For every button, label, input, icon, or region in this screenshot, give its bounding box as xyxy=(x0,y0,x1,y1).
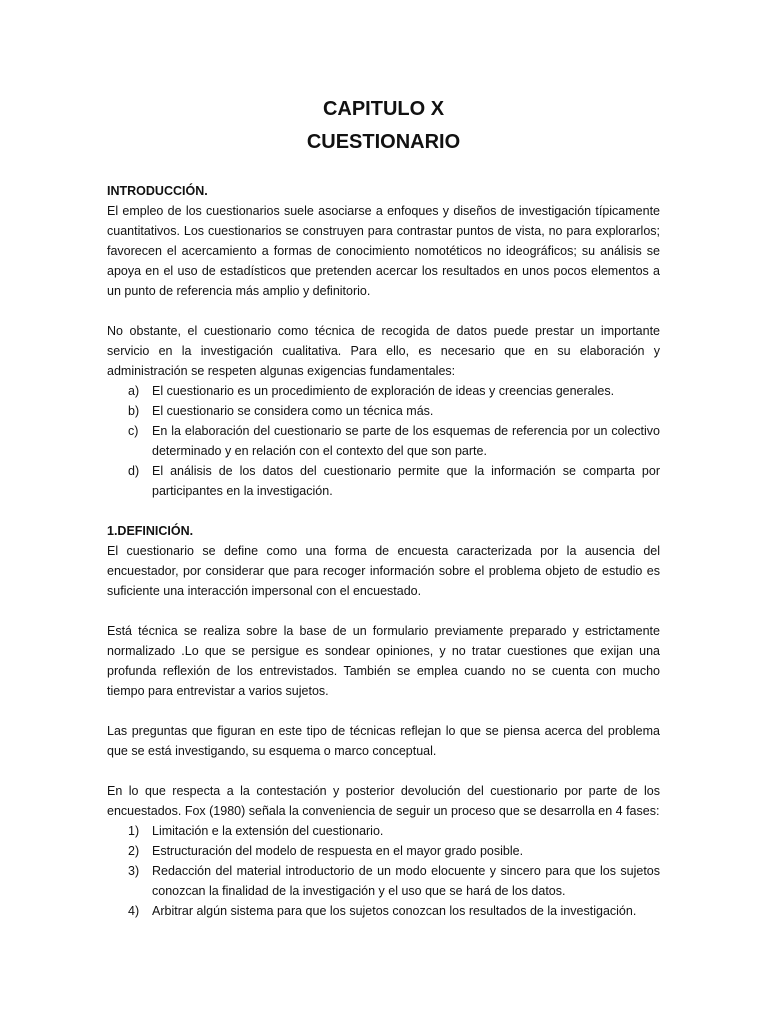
list-item xyxy=(107,401,660,421)
list-marker: b) xyxy=(128,404,140,418)
chapter-subtitle: CUESTIONARIO xyxy=(306,131,461,153)
definition-paragraph-3: Las preguntas que figuran en este tipo de técnicas reflejan lo que se piensa acerca del problema que se está investigando, su esquema o marco conceptual. xyxy=(107,724,660,758)
list-item-text: En la elaboración del cuestionario se parte de los esquemas de referencia por un colectivo determinado y en relación con el contexto del que son parte. xyxy=(152,424,660,458)
list-item-text: Limitación e la extensión del cuestionario. xyxy=(152,824,384,838)
list-item xyxy=(107,421,660,461)
list-item-text: Redacción del material introductorio de un modo elocuente y sincero para que los sujetos conozcan la finalidad de la investigación y el uso que se hará de los datos. xyxy=(152,864,660,898)
list-item xyxy=(107,381,660,401)
list-item xyxy=(107,861,660,901)
list-item-text: Arbitrar algún sistema para que los sujetos conozcan los resultados de la investigación. xyxy=(152,904,637,918)
phases-list xyxy=(107,821,660,921)
list-item-text: El cuestionario se considera como un técnica más. xyxy=(152,404,434,418)
list-item xyxy=(107,901,660,921)
list-item-text: Estructuración del modelo de respuesta en el mayor grado posible. xyxy=(152,844,524,858)
list-marker: 2) xyxy=(128,844,140,858)
chapter-title: CAPITULO X xyxy=(322,98,445,120)
list-item-text: El análisis de los datos del cuestionario permite que la información se comparta por participantes en la investigación. xyxy=(152,464,660,498)
definition-paragraph-4: En lo que respecta a la contestación y posterior devolución del cuestionario por parte de los encuestados. Fox (1980) señala la conveniencia de seguir un proceso que se desarrolla en 4 fases: xyxy=(107,784,660,818)
definition-paragraph-1: El cuestionario se define como una forma de encuesta caracterizada por la ausencia del encuestador, por considerar que para recoger información sobre el problema objeto de estudio es suficiente una interacción impersonal con el encuestado. xyxy=(107,544,660,598)
list-marker: c) xyxy=(128,424,139,438)
list-item xyxy=(107,461,660,501)
list-marker: 3) xyxy=(128,864,140,878)
intro-requirements-list xyxy=(107,381,660,501)
intro-paragraph-1: El empleo de los cuestionarios suele asociarse a enfoques y diseños de investigación típicamente cuantitativos. Los cuestionarios se construyen para contrastar puntos de vista, no para explorarlos; favorecen el acercamiento a formas de conocimiento nomotéticos no ideográficos; su análisis se apoya en el uso de estadísticos que pretenden acercar los resultados en unos pocos elementos a un punto de referencia más amplio y definitorio. xyxy=(107,204,660,298)
definition-heading: 1.DEFINICIÓN. xyxy=(107,524,194,538)
definition-paragraph-2: Está técnica se realiza sobre la base de un formulario previamente preparado y estrictamente normalizado .Lo que se persigue es sondear opiniones, y no tratar cuestiones que exijan una profunda reflexión de los entrevistados. También se emplea cuando no se cuenta con mucho tiempo para entrevistar a varios sujetos. xyxy=(107,624,660,698)
title-block xyxy=(107,93,660,159)
list-marker: d) xyxy=(128,464,140,478)
intro-heading: INTRODUCCIÓN. xyxy=(107,184,208,198)
intro-paragraph-2: No obstante, el cuestionario como técnica de recogida de datos puede prestar un importante servicio en la investigación cualitativa. Para ello, es necesario que en su elaboración y administración se respeten algunas exigencias fundamentales: xyxy=(107,324,660,378)
list-marker: a) xyxy=(128,384,140,398)
list-marker: 1) xyxy=(128,824,140,838)
list-item xyxy=(107,841,660,861)
list-item xyxy=(107,821,660,841)
list-marker: 4) xyxy=(128,904,140,918)
list-item-text: El cuestionario es un procedimiento de exploración de ideas y creencias generales. xyxy=(152,384,615,398)
document-body xyxy=(107,93,660,921)
